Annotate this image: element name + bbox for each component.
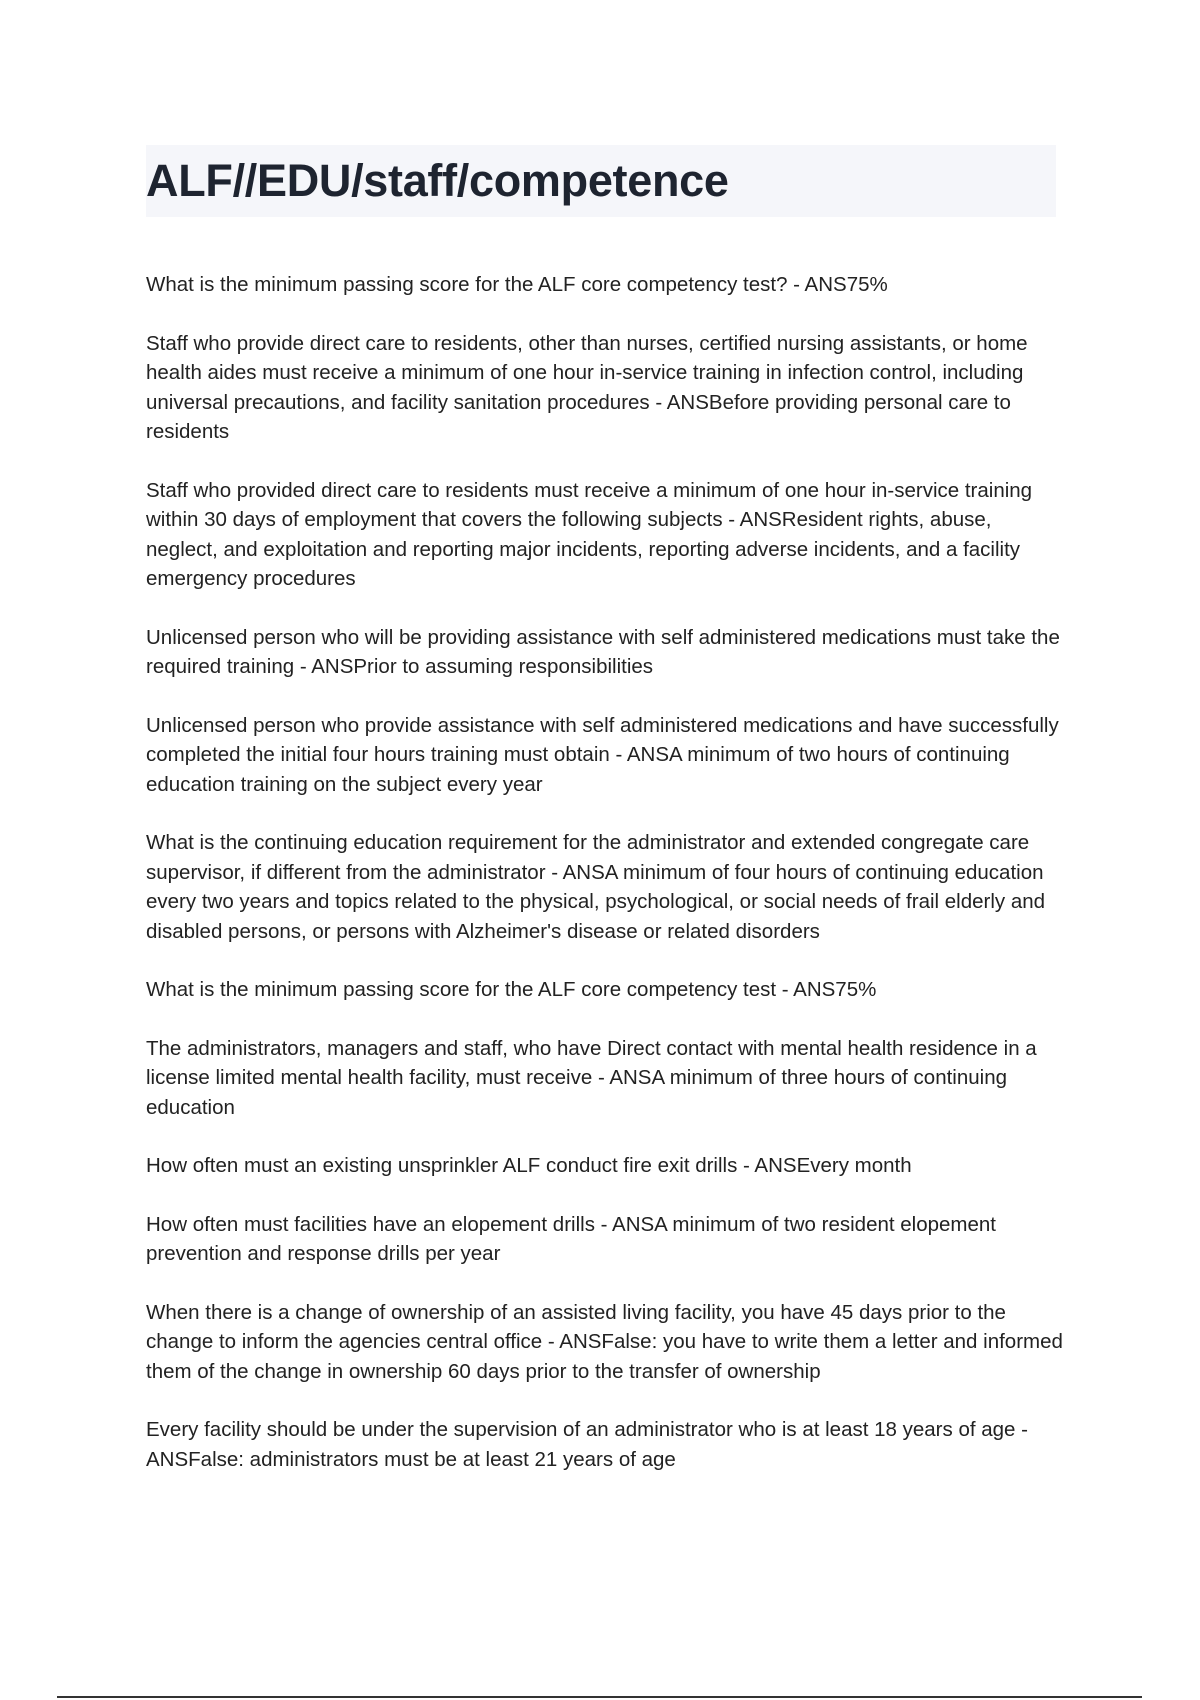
qa-entry: How often must an existing unsprinkler ALF conduct fire exit drills - ANSEvery month <box>146 1154 912 1177</box>
qa-entry: What is the minimum passing score for the ALF core competency test? - ANS75% <box>146 273 888 296</box>
qa-entry: What is the continuing education requirement for the administrator and extended congregate care supervisor, if different from the administrator - ANSA minimum of four hours of continuing education every two years and topics related to the physical, psychological, or social needs of frail elderly and disabled persons, or persons with Alzheimer's disease or related disorders <box>146 831 1046 943</box>
qa-entry: Staff who provide direct care to residents, other than nurses, certified nursing assistants, or home health aides must receive a minimum of one hour in-service training in infection control, including universal precautions, and facility sanitation procedures - ANSBefore providing personal care to residents <box>146 331 1028 443</box>
qa-entry: When there is a change of ownership of an assisted living facility, you have 45 days prior to the change to inform the agencies central office - ANSFalse: you have to write them a letter and informed them of the change in ownership 60 days prior to the transfer of ownership <box>146 1300 1063 1383</box>
qa-entry: Every facility should be under the supervision of an administrator who is at least 18 years of age - ANSFalse: administrators must be at least 21 years of age <box>146 1418 1028 1471</box>
qa-entry: The administrators, managers and staff, who have Direct contact with mental health residence in a license limited mental health facility, must receive - ANSA minimum of three hours of continuing education <box>146 1036 1037 1119</box>
qa-entry: Unlicensed person who provide assistance with self administered medications and have successfully completed the initial four hours training must obtain - ANSA minimum of two hours of continuing education training on the subject every year <box>146 713 1059 796</box>
footer-divider <box>57 1696 1142 1698</box>
qa-entry: Staff who provided direct care to residents must receive a minimum of one hour in-service training within 30 days of employment that covers the following subjects - ANSResident rights, abuse, neglect, and exploitation and reporting major incidents, reporting adverse incidents, and a facility emergency procedures <box>146 478 1033 590</box>
qa-entry: Unlicensed person who will be providing assistance with self administered medications must take the required training - ANSPrior to assuming responsibilities <box>146 625 1060 678</box>
qa-entry: How often must facilities have an elopement drills - ANSA minimum of two resident elopement prevention and response drills per year <box>146 1212 996 1265</box>
qa-entry: What is the minimum passing score for the ALF core competency test - ANS75% <box>146 978 877 1001</box>
title-banner <box>146 145 1056 217</box>
page-title: ALF//EDU/staff/competence <box>146 155 729 206</box>
qa-list <box>146 270 1066 1503</box>
